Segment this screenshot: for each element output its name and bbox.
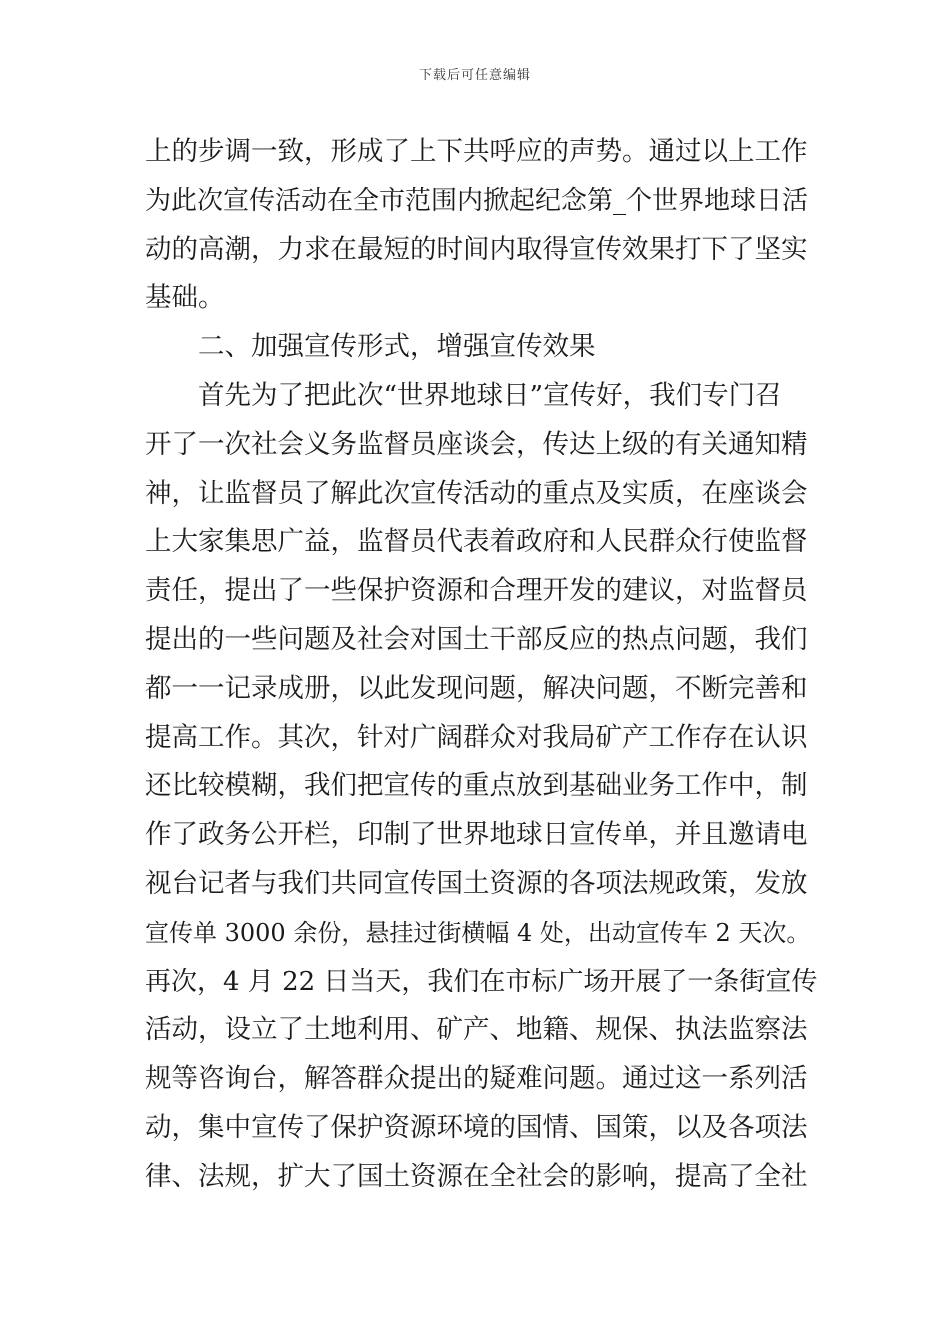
text-line: 作了政务公开栏，印制了世界地球日宣传单，并且邀请电	[145, 819, 808, 851]
text-line: 提高工作。其次，针对广阔群众对我局矿产工作存在认识	[145, 721, 808, 753]
text-line: 上的步调一致，形成了上下共呼应的声势。通过以上工作	[145, 136, 808, 167]
text-line: 上大家集思广益，监督员代表着政府和人民群众行使监督	[145, 526, 808, 558]
text-line: 动的高潮，力求在最短的时间内取得宣传效果打下了坚实	[145, 233, 808, 265]
text-line: 首先为了把此次“世界地球日”宣传好，我们专门召	[198, 379, 782, 411]
text-line: 视台记者与我们共同宣传国土资源的各项法规政策，发放	[145, 867, 808, 899]
text-line: 责任，提出了一些保护资源和合理开发的建议，对监督员	[145, 575, 808, 607]
text-line: 神，让监督员了解此次宣传活动的重点及实质，在座谈会	[145, 477, 808, 509]
text-line: 律、法规，扩大了国土资源在全社会的影响，提高了全社	[145, 1160, 808, 1192]
text-line: 动，集中宣传了保护资源环境的国情、国策，以及各项法	[145, 1111, 808, 1143]
text-line: 宣传单 3000 余份，悬挂过街横幅 4 处，出动宣传车 2 天次。	[145, 918, 811, 947]
text-line: 基础。	[145, 282, 225, 314]
text-line: 都一一记录成册，以此发现问题，解决问题，不断完善和	[145, 672, 808, 704]
page-header: 下载后可任意编辑	[418, 68, 531, 83]
section-heading: 二、加强宣传形式，增强宣传效果	[198, 331, 596, 363]
text-line: 活动，设立了土地利用、矿产、地籍、规保、执法监察法	[145, 1014, 808, 1046]
text-line: 还比较模糊，我们把宣传的重点放到基础业务工作中，制	[145, 770, 808, 802]
text-line: 为此次宣传活动在全市范围内掀起纪念第_个世界地球日活	[145, 185, 809, 216]
text-line: 规等咨询台，解答群众提出的疑难问题。通过这一系列活	[145, 1063, 808, 1095]
text-line: 再次，4 月 22 日当天，我们在市标广场开展了一条街宣传	[145, 966, 818, 997]
document-body	[145, 128, 817, 1202]
text-line: 提出的一些问题及社会对国土干部反应的热点问题，我们	[145, 623, 808, 655]
text-line: 开了一次社会义务监督员座谈会，传达上级的有关通知精	[145, 428, 808, 460]
